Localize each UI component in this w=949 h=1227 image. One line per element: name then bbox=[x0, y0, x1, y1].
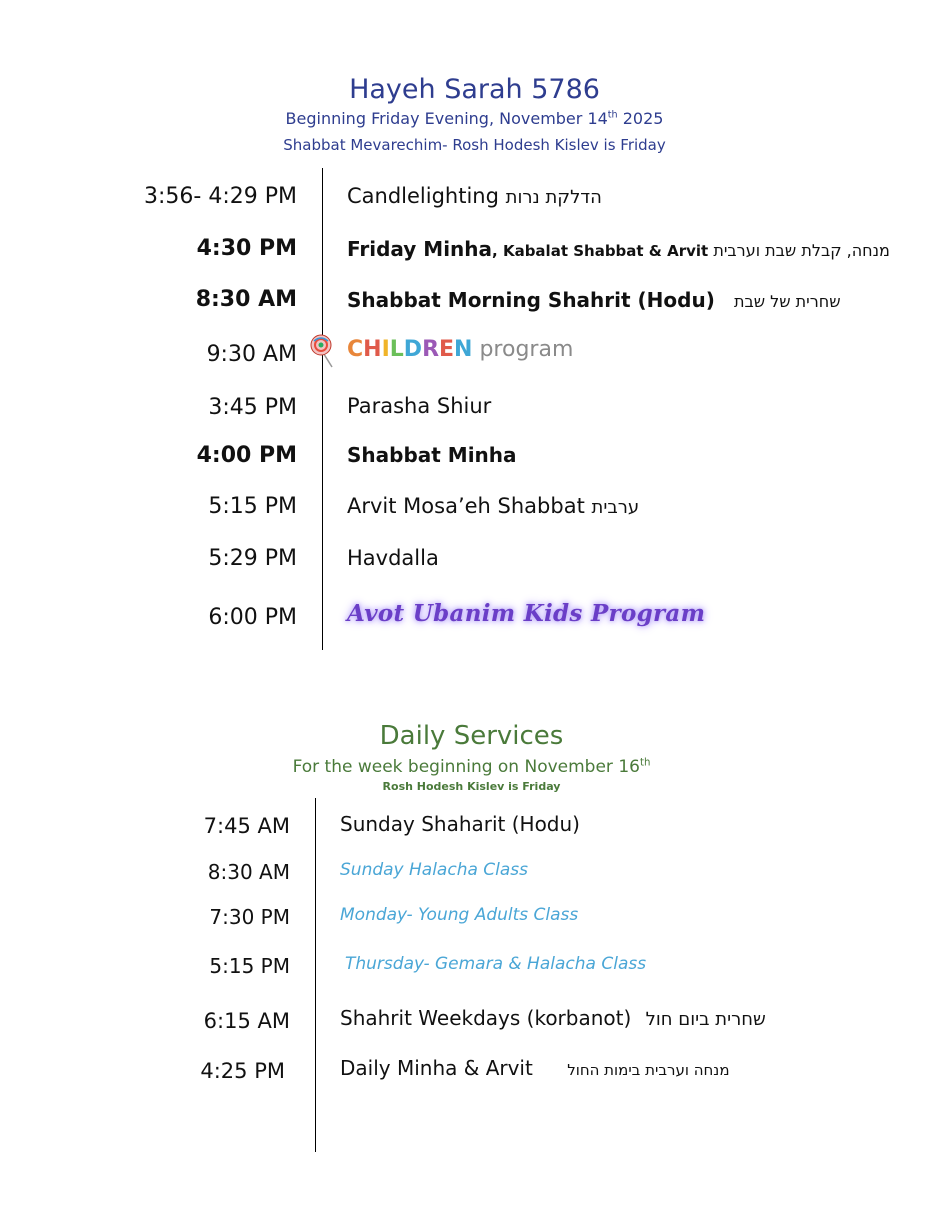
shabbat-date-year: 2025 bbox=[617, 109, 664, 128]
shabbat-event-1 bbox=[347, 184, 602, 208]
daily-event-5-label: Shahrit Weekdays (korbanot) bbox=[340, 1006, 632, 1030]
daily-time-4: 5:15 PM bbox=[209, 954, 290, 978]
children-letter-i: I bbox=[381, 337, 390, 362]
shabbat-time-7: 5:15 PM bbox=[208, 494, 297, 519]
daily-divider bbox=[315, 798, 316, 1152]
children-letter-l: L bbox=[389, 337, 404, 362]
shabbat-event-1-label: Candlelighting bbox=[347, 184, 499, 208]
children-letter-r: R bbox=[422, 337, 440, 362]
children-letter-h: H bbox=[363, 337, 382, 362]
daily-event-6-label: Daily Minha & Arvit bbox=[340, 1056, 533, 1080]
daily-event-2[interactable]: Sunday Halacha Class bbox=[340, 860, 529, 880]
children-letter-c: C bbox=[347, 337, 364, 362]
daily-event-1: Sunday Shaharit (Hodu) bbox=[340, 812, 580, 836]
shabbat-event-2 bbox=[347, 237, 890, 261]
children-word bbox=[347, 337, 472, 362]
daily-subtitle bbox=[0, 757, 946, 777]
daily-event-5 bbox=[340, 1006, 766, 1030]
shabbat-date-sup: th bbox=[607, 109, 618, 121]
shabbat-event-2-label: Friday Minha bbox=[347, 237, 493, 261]
shabbat-event-8: Havdalla bbox=[347, 546, 439, 570]
daily-time-6: 4:25 PM bbox=[200, 1059, 285, 1083]
shabbat-event-6: Shabbat Minha bbox=[347, 443, 517, 467]
daily-event-4[interactable]: Thursday- Gemara & Halacha Class bbox=[345, 954, 647, 974]
shabbat-time-3: 8:30 AM bbox=[195, 287, 297, 312]
children-program-word: program bbox=[472, 337, 574, 362]
shabbat-time-1: 3:56- 4:29 PM bbox=[144, 184, 297, 209]
shabbat-time-4: 9:30 AM bbox=[206, 342, 297, 367]
shabbat-event-3 bbox=[347, 288, 841, 312]
shabbat-event-7-hebrew: ערבית bbox=[591, 497, 640, 518]
shabbat-date-text: Beginning Friday Evening, November 14 bbox=[285, 109, 608, 128]
daily-event-6 bbox=[340, 1056, 730, 1080]
shabbat-event-7 bbox=[347, 494, 639, 518]
daily-time-5: 6:15 AM bbox=[203, 1009, 290, 1033]
daily-event-6-hebrew: מנחה וערבית בימות החול bbox=[567, 1061, 730, 1079]
shabbat-time-6: 4:00 PM bbox=[196, 443, 297, 468]
daily-title: Daily Services bbox=[379, 721, 564, 751]
shabbat-divider bbox=[322, 168, 323, 650]
lollipop-icon bbox=[308, 333, 336, 369]
shabbat-event-5: Parasha Shiur bbox=[347, 394, 492, 418]
daily-time-2: 8:30 AM bbox=[207, 860, 290, 884]
shabbat-time-5: 3:45 PM bbox=[208, 395, 297, 420]
daily-subtitle-text: For the week beginning on November 16 bbox=[292, 757, 640, 777]
shabbat-event-2-hebrew: מנחה, קבלת שבת וערבית bbox=[713, 241, 890, 260]
shabbat-time-2: 4:30 PM bbox=[196, 236, 297, 261]
children-letter-n: N bbox=[454, 337, 473, 362]
daily-time-3: 7:30 PM bbox=[209, 905, 290, 929]
shabbat-time-9: 6:00 PM bbox=[208, 605, 297, 630]
shabbat-note: Shabbat Mevarechim- Rosh Hodesh Kislev is Friday bbox=[283, 136, 666, 154]
daily-event-5-hebrew: שחרית ביום חול bbox=[645, 1009, 766, 1030]
daily-subtitle-sup: th bbox=[639, 757, 651, 769]
shabbat-event-7-label: Arvit Mosa’eh Shabbat bbox=[347, 494, 585, 518]
shabbat-event-3-label: Shabbat Morning Shahrit (Hodu) bbox=[347, 288, 715, 312]
shabbat-time-8: 5:29 PM bbox=[208, 546, 297, 571]
shabbat-date-subtitle bbox=[0, 109, 949, 128]
daily-event-3[interactable]: Monday- Young Adults Class bbox=[340, 905, 579, 925]
avot-ubanim-kids-program: Avot Ubanim Kids Program bbox=[347, 600, 706, 627]
shabbat-event-3-hebrew: שחרית של שבת bbox=[733, 292, 841, 311]
daily-note: Rosh Hodesh Kislev is Friday bbox=[382, 780, 561, 793]
shabbat-event-2-small: , Kabalat Shabbat & Arvit bbox=[492, 242, 709, 260]
children-letter-e: E bbox=[439, 337, 455, 362]
children-letter-d: D bbox=[403, 337, 423, 362]
shabbat-event-1-hebrew: הדלקת נרות bbox=[505, 187, 602, 208]
daily-time-1: 7:45 AM bbox=[203, 814, 290, 838]
children-program bbox=[347, 337, 573, 362]
shabbat-title: Hayeh Sarah 5786 bbox=[349, 74, 600, 105]
